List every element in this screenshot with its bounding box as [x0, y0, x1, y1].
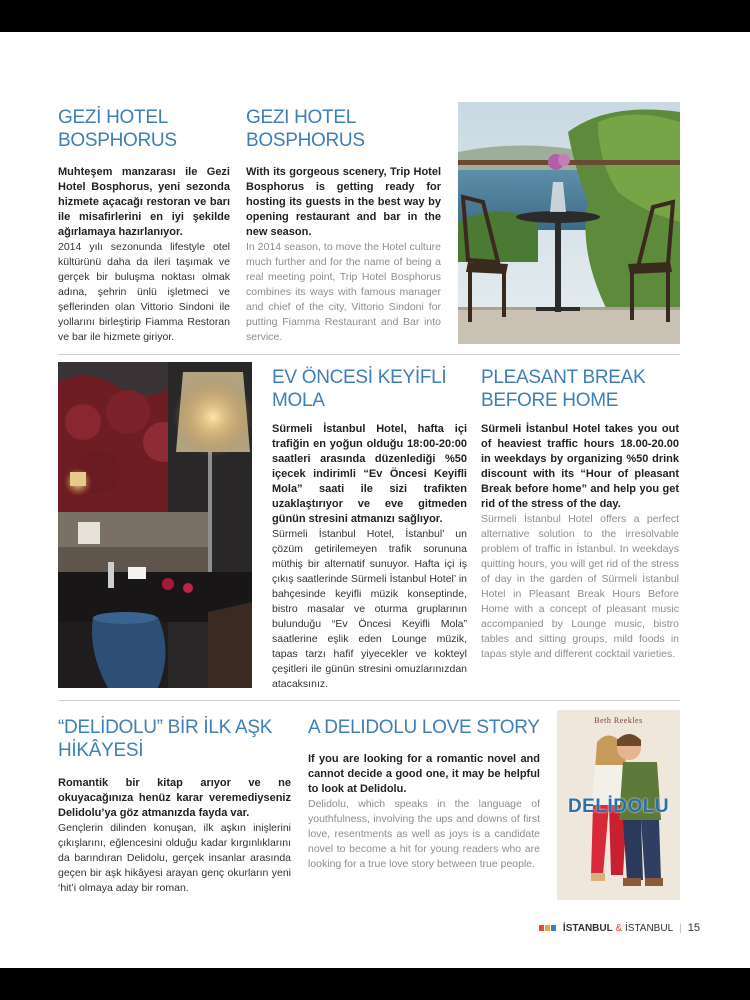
bosphorus-terrace-photo — [458, 102, 680, 344]
section1-tr-title: GEZİ HOTEL BOSPHORUS — [58, 107, 177, 151]
footer-square-orange — [545, 925, 550, 931]
divider-1 — [58, 354, 680, 355]
section3-tr-lead: Romantik bir kitap arıyor ve ne okuyacağınıza henüz karar veremediyseniz Delidolu’ya göz atmanızda fayda var. — [58, 777, 291, 819]
footer-square-red — [539, 925, 544, 931]
section1-tr-body: 2014 yılı sezonunda lifestyle otel kültürünü daha da ileri taşımak ve gerçek bir buluşma noktası olmak adına, şehrin ünlü işletmeci ve şeflerinden olan Vittorio Sindoni ile yollarını birleştirip Fiamma Restoran ve bar ile hizmete giriyor. — [58, 241, 230, 343]
lounge-garden-image — [58, 362, 252, 688]
footer-square-blue — [551, 925, 556, 931]
footer-brand-rest: İSTANBUL — [624, 922, 674, 934]
page-number: 15 — [687, 922, 700, 934]
book-cover — [557, 710, 680, 900]
section2-en-title: PLEASANT BREAK BEFORE HOME — [481, 367, 646, 411]
section1-en-text — [246, 165, 441, 345]
section1-tr-lead: Muhteşem manzarası ile Gezi Hotel Bosphorus, yeni sezonda hizmete açacağı restoran ve barı ile misafirlerini en iyi şekilde ağırlamaya hazırlanıyor. — [58, 166, 230, 238]
page-footer — [539, 922, 700, 934]
magazine-page — [0, 32, 750, 968]
bosphorus-terrace-image — [458, 102, 680, 344]
book-author: Beth Reekles — [594, 716, 643, 725]
section2-en-body: Sürmeli İstanbul Hotel offers a perfect alternative solution to the irresolvable problem of traffic in İstanbul. In weekdays quitting hours, you will get rid of the stress of day in the garden of Sürmeli İstanbul Hotel in Pleasant Break Hours Before Home with a concept of pleasant music accompanied by Lounge music, bistro tables and sitting groups, mild foods in tapas style and different cocktail varieties. — [481, 513, 679, 660]
lounge-garden-photo — [58, 362, 252, 688]
footer-separator: | — [679, 922, 682, 934]
footer-brand-bold: İSTANBUL — [562, 922, 613, 934]
section1-en-body: In 2014 season, to move the Hotel culture much further and for the name of being a real meeting point, Trip Hotel Bosphorus combines its ways with famous manager and chief of the city, Vittorio Sindoni for putting Fiamma Restaurant and Bar into service. — [246, 241, 441, 343]
section3-tr-title: “DELİDOLU” BİR İLK AŞK HİKÂYESİ — [58, 717, 273, 761]
section2-en-lead: Sürmeli İstanbul Hotel takes you out of heaviest traffic hours 18.00-20.00 in weekdays by organizing %50 drink discount with its “Hour of pleasant Break before home” and help you get rid of the stress of the day. — [481, 423, 679, 510]
footer-color-squares — [539, 923, 557, 934]
footer-brand-amp: & — [615, 922, 623, 934]
section2-tr-lead: Sürmeli İstanbul Hotel, hafta içi trafiğin en yoğun olduğu 18:00-20:00 saatleri arasında düzenlediği %50 içecek indirimli “Ev Öncesi Keyifli Mola” saati ile sizi trafikten uzaklaştırıyor ve eve gitmeden günün stresini atmanızı sağlıyor. — [272, 423, 467, 525]
section3-en-title: A DELIDOLU LOVE STORY — [308, 717, 540, 738]
section3-tr-text — [58, 776, 291, 896]
section2-tr-text — [272, 422, 467, 692]
section3-en-text — [308, 752, 540, 872]
section2-tr-body: Sürmeli İstanbul Hotel, İstanbul’ un çözüm getirilemeyen trafik sorununa müthiş bir alternatif sunuyor. Hafta içi iş çıkış saatlerinde Sürmeli İstanbul Hotel’ in bahçesinde keyifli müzik konseptinde, bistro masalar ve oturma gruplarının bulunduğu “Ev Öncesi Keyifli Mola” saatlerine eşlik eden Lounge müzik, tapas tarzı hafif yiyecekler ve kokteyl çeşitleri ile günün stresini omuzlarınızdan atacaksınız. — [272, 528, 467, 690]
book-title: DELİDOLU — [567, 796, 670, 817]
section2-tr-title: EV ÖNCESİ KEYİFLİ MOLA — [272, 367, 447, 411]
footer-brand — [563, 923, 673, 934]
section1-en-title: GEZI HOTEL BOSPHORUS — [246, 107, 365, 151]
section2-en-text — [481, 422, 679, 662]
divider-2 — [58, 700, 680, 701]
section1-tr-text — [58, 165, 230, 345]
section1-en-lead: With its gorgeous scenery, Trip Hotel Bosphorus is getting ready for hosting its guests in the best way by opening restaurant and bar in the new season. — [246, 166, 441, 238]
section3-en-lead: If you are looking for a romantic novel and cannot decide a good one, it may be helpful to look at Delidolu. — [308, 753, 540, 795]
section3-en-body: Delidolu, which speaks in the language of youthfulness, involving the ups and downs of first love, resentments as well as joys is a candidate novel to become a hit for young readers who are looking for a true love story between true people. — [308, 798, 540, 870]
section3-tr-body: Gençlerin dilinden konuşan, ilk aşkın inişlerini çıkışlarını, eğlencesini olduğu kadar kırgınlıklarını da barındıran Delidolu, gerçek insanlar arasında geçen bir aşk hikâyesi arayan genç okurların yeni ‘hit’i olmaya aday bir roman. — [58, 822, 291, 894]
